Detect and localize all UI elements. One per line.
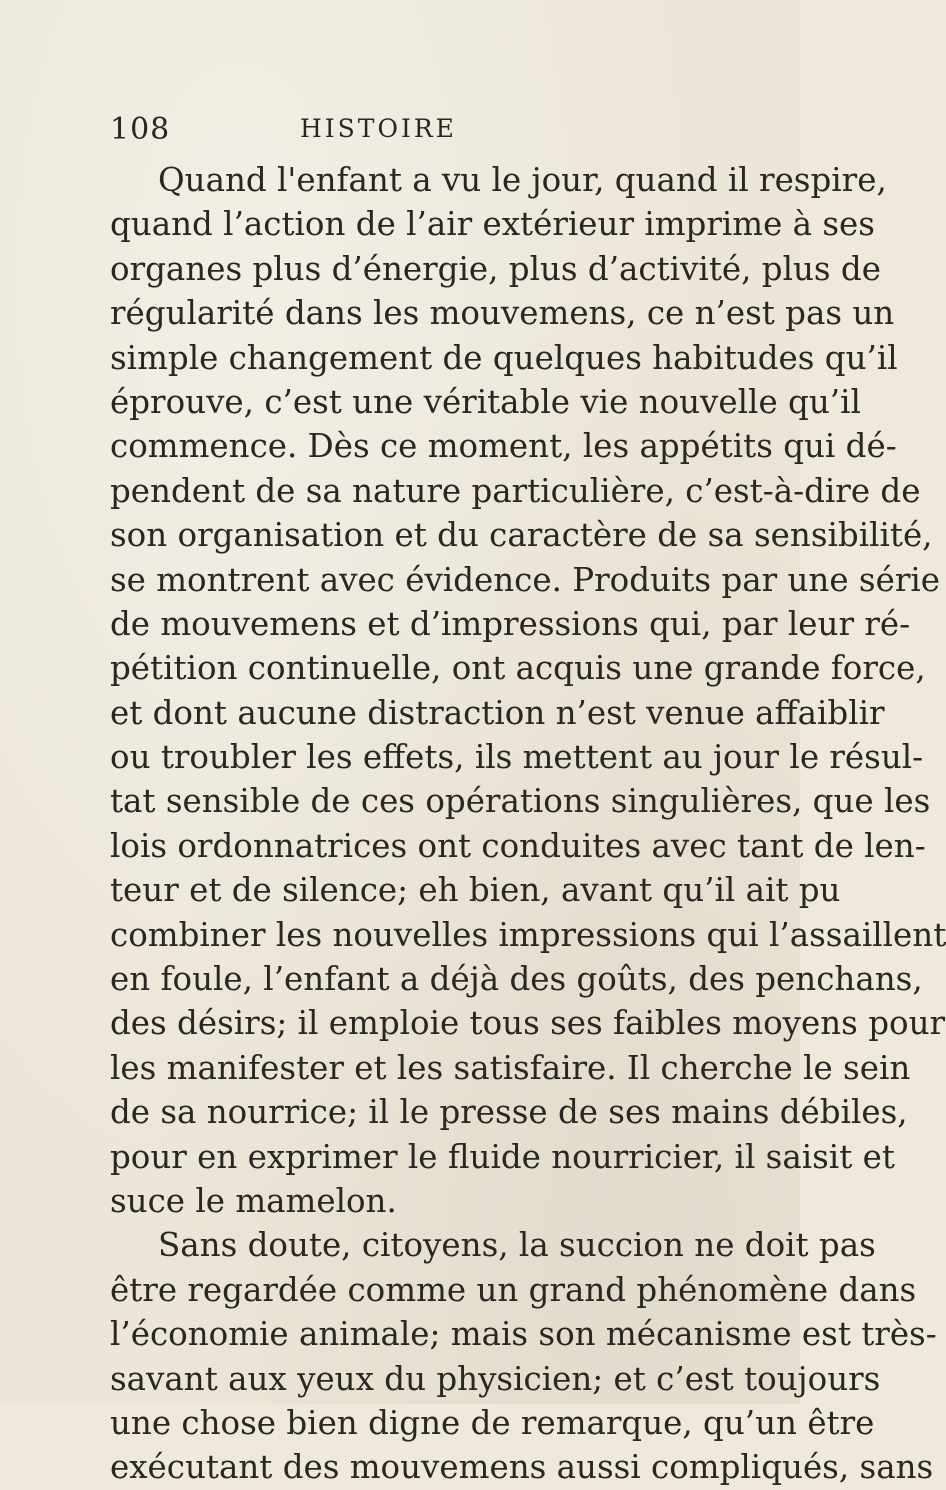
text-line: son organisation et du caractère de sa sensibilité, xyxy=(110,516,933,555)
text-line: exécutant des mouvemens aussi compliqués, sans xyxy=(110,1448,934,1487)
text-line: pétition continuelle, ont acquis une grande force, xyxy=(110,649,926,688)
text-line: ou troubler les effets, ils mettent au jour le résul- xyxy=(110,738,924,777)
text-line: pendent de sa nature particulière, c’est-à-dire de xyxy=(110,471,921,510)
text-line: simple changement de quelques habitudes qu’il xyxy=(110,338,898,377)
text-line: régularité dans les mouvemens, ce n’est pas un xyxy=(110,294,895,333)
text-line: combiner les nouvelles impressions qui l’assaillent xyxy=(110,915,946,954)
page-number: 108 xyxy=(110,112,171,147)
text-line: de mouvemens et d’impressions qui, par leur ré- xyxy=(110,604,911,643)
text-line: tat sensible de ces opérations singulières, que les xyxy=(110,782,931,821)
text-line: et dont aucune distraction n’est venue affaiblir xyxy=(110,693,885,732)
text-line: organes plus d’énergie, plus d’activité, plus de xyxy=(110,249,881,288)
text-line: lois ordonnatrices ont conduites avec tant de len- xyxy=(110,826,926,865)
text-line: en foule, l’enfant a déjà des goûts, des penchans, xyxy=(110,960,923,999)
text-line: de sa nourrice; il le presse de ses mains débiles, xyxy=(110,1093,908,1132)
text-line: teur et de silence; eh bien, avant qu’il ait pu xyxy=(110,871,841,910)
text-line: l’économie animale; mais son mécanisme est très- xyxy=(110,1315,937,1354)
text-line: Sans doute, citoyens, la succion ne doit pas xyxy=(158,1226,876,1265)
section-title: HISTOIRE xyxy=(300,114,457,143)
text-line: les manifester et les satisfaire. Il cherche le sein xyxy=(110,1048,911,1087)
text-line: quand l’action de l’air extérieur imprime à ses xyxy=(110,205,875,244)
text-line: éprouve, c’est une véritable vie nouvelle qu’il xyxy=(110,382,861,421)
running-head xyxy=(110,112,810,152)
text-line: Quand l'enfant a vu le jour, quand il respire, xyxy=(158,161,887,199)
text-line: être regardée comme un grand phénomène dans xyxy=(110,1270,917,1309)
text-line: savant aux yeux du physicien; et c’est toujours xyxy=(110,1359,881,1398)
paragraph xyxy=(110,1223,937,1489)
body-text xyxy=(110,158,946,1490)
text-line: suce le mamelon. xyxy=(110,1181,397,1220)
text-line: pour en exprimer le fluide nourricier, il saisit et xyxy=(110,1137,895,1176)
text-line: commence. Dès ce moment, les appétits qui dé- xyxy=(110,427,897,466)
paragraph xyxy=(110,158,946,1223)
text-line: se montrent avec évidence. Produits par une série xyxy=(110,560,940,599)
text-line: des désirs; il emploie tous ses faibles moyens pour xyxy=(110,1004,946,1043)
text-line: une chose bien digne de remarque, qu’un être xyxy=(110,1403,875,1442)
